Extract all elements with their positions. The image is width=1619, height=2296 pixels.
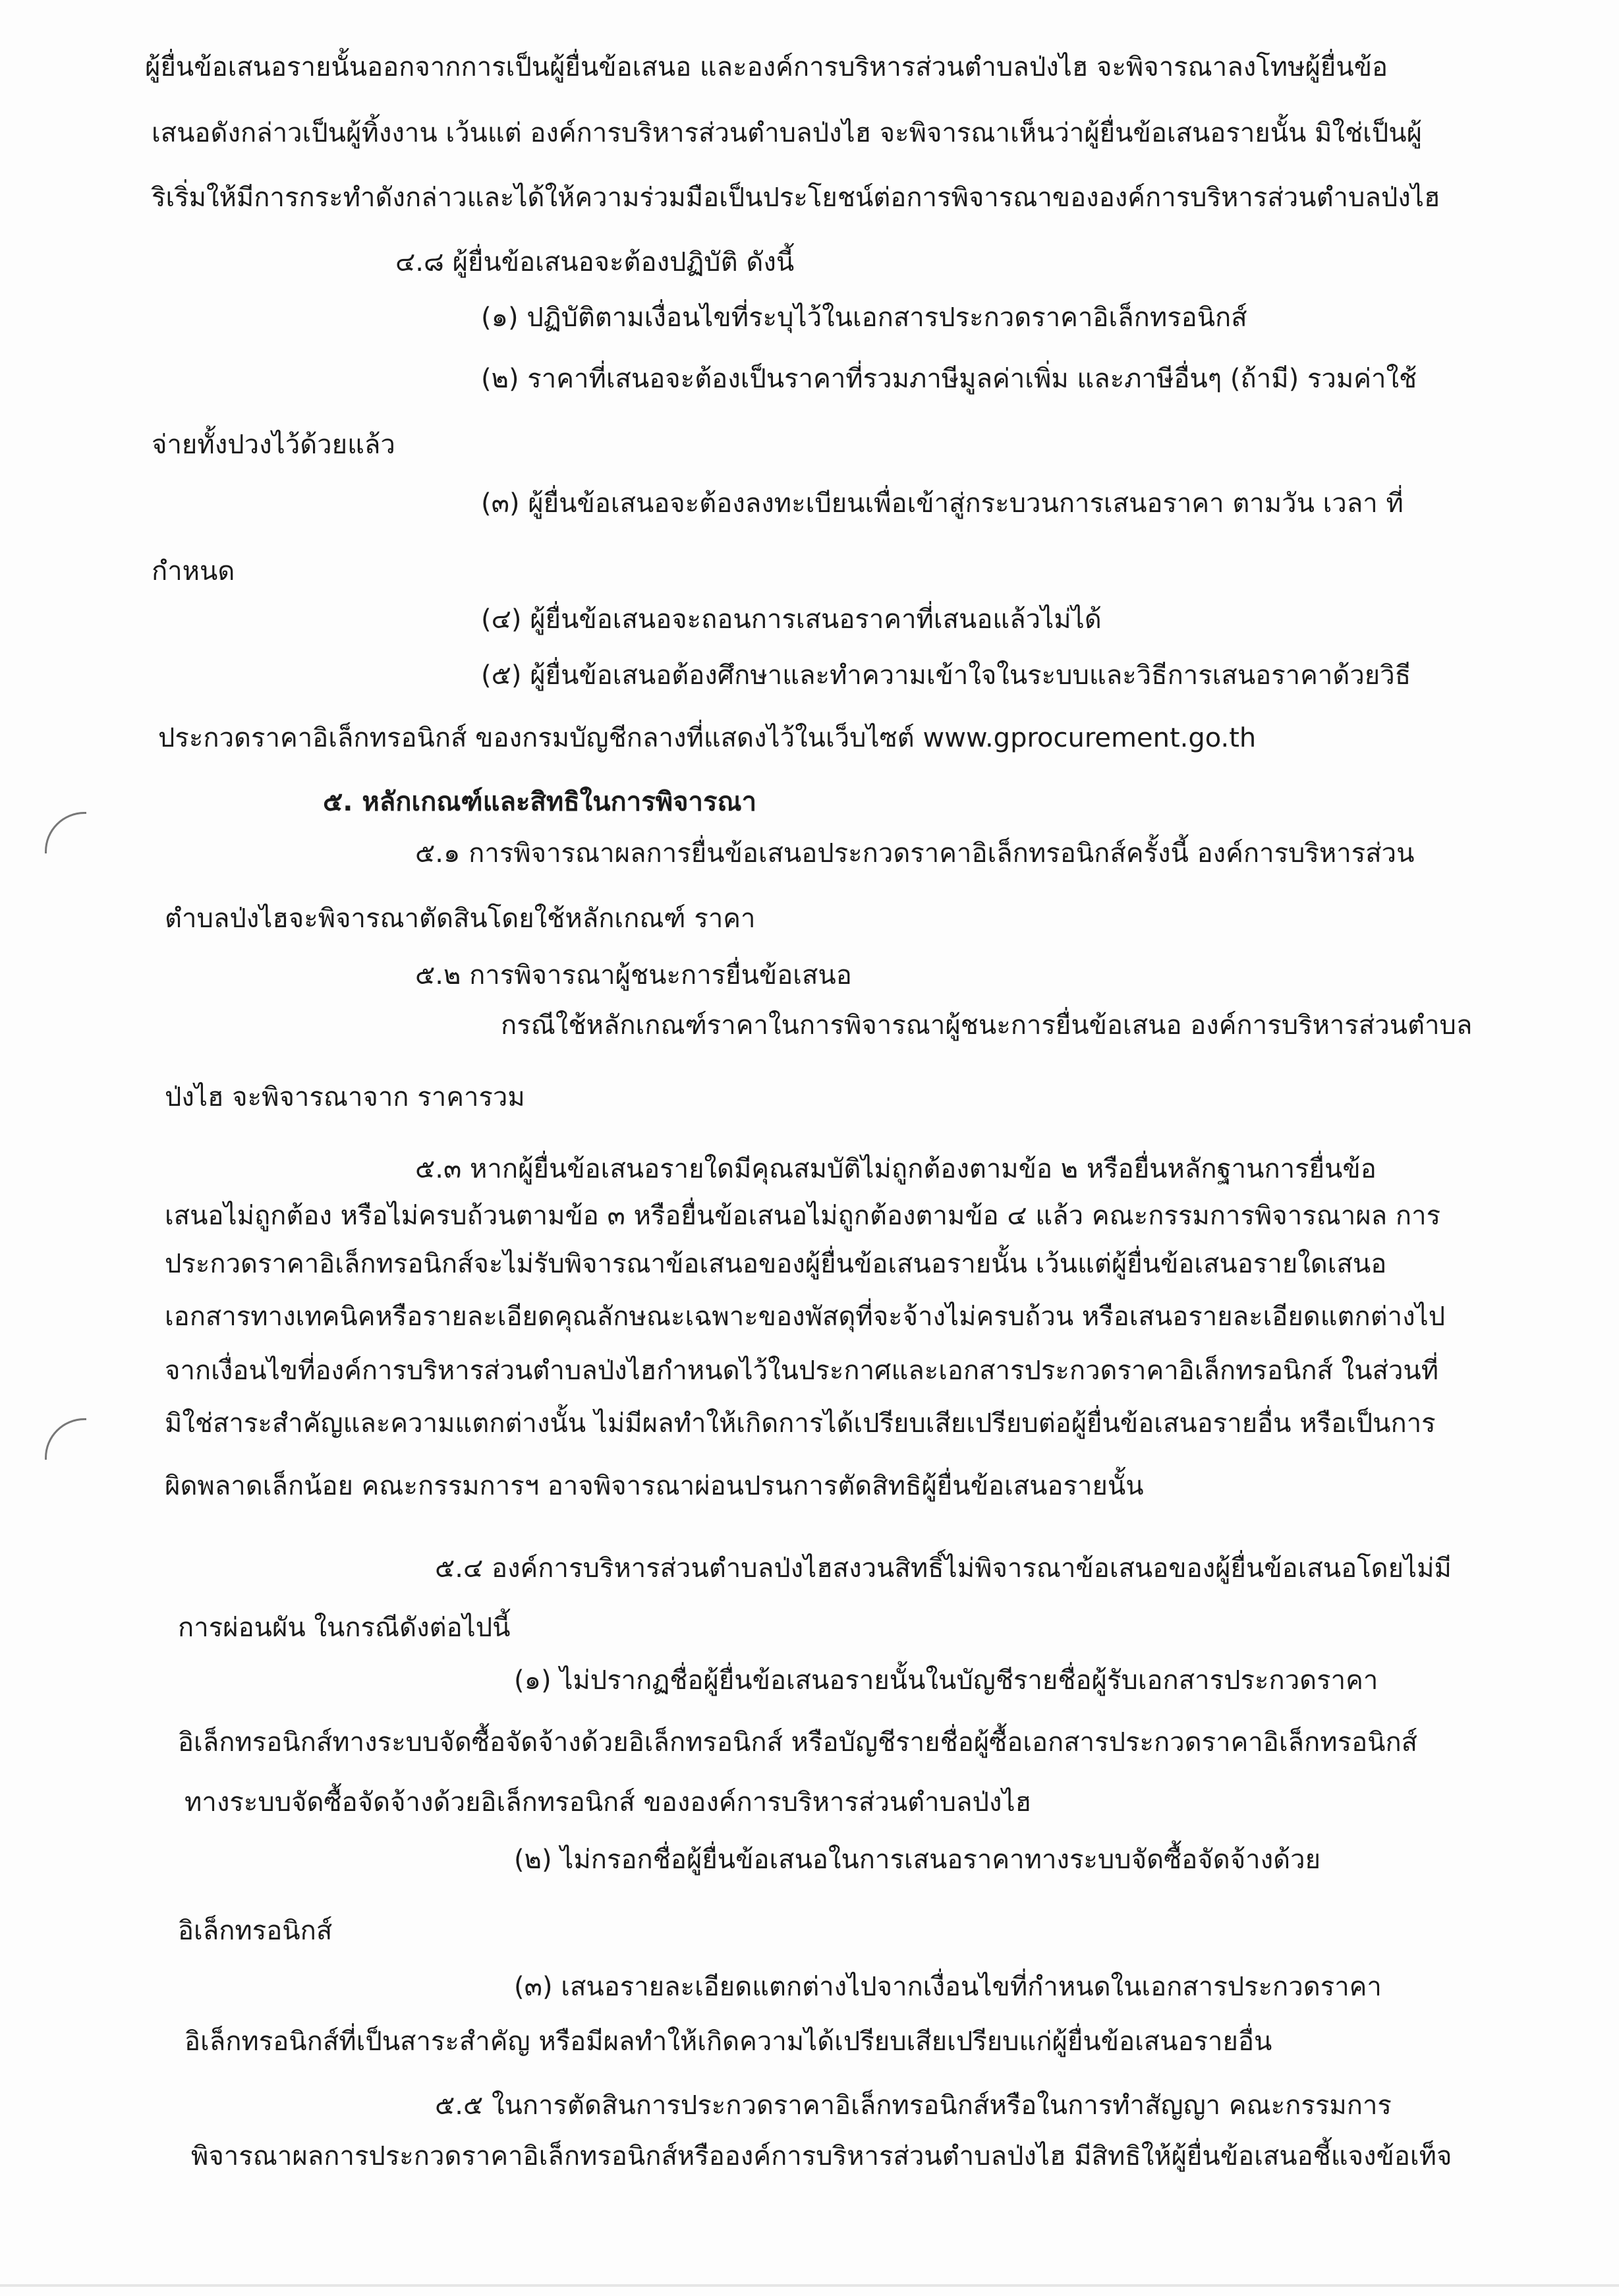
clause-5-2: ๕.๒ การพิจารณาผู้ชนะการยื่นข้อเสนอ xyxy=(415,960,852,990)
clause-5-1: ๕.๑ การพิจารณาผลการยื่นข้อเสนอประกวดราคาอิเล็กทรอนิกส์ครั้งนี้ องค์การบริหารส่วน xyxy=(415,838,1415,869)
text-line: ตำบลป่งไฮจะพิจารณาตัดสินโดยใช้หลักเกณฑ์ ราคา xyxy=(165,904,756,934)
text-line: ป่งไฮ จะพิจารณาจาก ราคารวม xyxy=(165,1082,525,1112)
list-item: (๑) ปฏิบัติตามเงื่อนไขที่ระบุไว้ในเอกสารประกวดราคาอิเล็กทรอนิกส์ xyxy=(481,302,1247,333)
section-heading: ๕. หลักเกณฑ์และสิทธิในการพิจารณา xyxy=(323,787,757,817)
text-line: ผิดพลาดเล็กน้อย คณะกรรมการฯ อาจพิจารณาผ่อนปรนการตัดสิทธิผู้ยื่นข้อเสนอรายนั้น xyxy=(165,1471,1144,1501)
text-line: เสนอดังกล่าวเป็นผู้ทิ้งงาน เว้นแต่ องค์การบริหารส่วนตำบลป่งไฮ จะพิจารณาเห็นว่าผู้ยื่นข้อเสนอรายนั้น มิใช่เป็นผู้ xyxy=(152,118,1423,148)
list-item: (๔) ผู้ยื่นข้อเสนอจะถอนการเสนอราคาที่เสนอแล้วไม่ได้ xyxy=(481,604,1102,635)
text-line: กำหนด xyxy=(152,556,235,587)
text-line: เอกสารทางเทคนิคหรือรายละเอียดคุณลักษณะเฉพาะของพัสดุที่จะจ้างไม่ครบถ้วน หรือเสนอรายละเอียดแตกต่างไป xyxy=(165,1302,1446,1332)
text-line: ประกวดราคาอิเล็กทรอนิกส์ ของกรมบัญชีกลางที่แสดงไว้ในเว็บไซต์ www.gprocurement.go.th xyxy=(158,723,1257,753)
list-item: (๒) ราคาที่เสนอจะต้องเป็นราคาที่รวมภาษีมูลค่าเพิ่ม และภาษีอื่นๆ (ถ้ามี) รวมค่าใช้ xyxy=(481,364,1417,394)
hole-punch-mark-bottom xyxy=(45,1418,86,1460)
text-line: กรณีใช้หลักเกณฑ์ราคาในการพิจารณาผู้ชนะการยื่นข้อเสนอ องค์การบริหารส่วนตำบล xyxy=(501,1010,1473,1041)
clause-5-4: ๕.๔ องค์การบริหารส่วนตำบลป่งไฮสงวนสิทธิ์ไม่พิจารณาข้อเสนอของผู้ยื่นข้อเสนอโดยไม่มี xyxy=(435,1553,1452,1584)
list-item: (๓) เสนอรายละเอียดแตกต่างไปจากเงื่อนไขที่กำหนดในเอกสารประกวดราคา xyxy=(514,1972,1382,2002)
text-line: จ่ายทั้งปวงไว้ด้วยแล้ว xyxy=(152,430,395,460)
hole-punch-mark-top xyxy=(45,812,86,853)
scan-edge xyxy=(0,2284,1619,2287)
text-line: ทางระบบจัดซื้อจัดจ้างด้วยอิเล็กทรอนิกส์ ขององค์การบริหารส่วนตำบลป่งไฮ xyxy=(185,1787,1031,1818)
list-item: (๓) ผู้ยื่นข้อเสนอจะต้องลงทะเบียนเพื่อเข้าสู่กระบวนการเสนอราคา ตามวัน เวลา ที่ xyxy=(481,488,1404,519)
text-line: พิจารณาผลการประกวดราคาอิเล็กทรอนิกส์หรือองค์การบริหารส่วนตำบลป่งไฮ มีสิทธิให้ผู้ยื่นข้อเสนอชี้แจงข้อเท็จ xyxy=(191,2141,1452,2171)
clause-5-5: ๕.๕ ในการตัดสินการประกวดราคาอิเล็กทรอนิกส์หรือในการทำสัญญา คณะกรรมการ xyxy=(435,2090,1392,2121)
text-line: ผู้ยื่นข้อเสนอรายนั้นออกจากการเป็นผู้ยื่นข้อเสนอ และองค์การบริหารส่วนตำบลป่งไฮ จะพิจารณาลงโทษผู้ยื่นข้อ xyxy=(145,52,1388,82)
clause-5-3: ๕.๓ หากผู้ยื่นข้อเสนอรายใดมีคุณสมบัติไม่ถูกต้องตามข้อ ๒ หรือยื่นหลักฐานการยื่นข้อ xyxy=(415,1154,1377,1184)
text-line: อิเล็กทรอนิกส์ที่เป็นสาระสำคัญ หรือมีผลทำให้เกิดความได้เปรียบเสียเปรียบแก่ผู้ยื่นข้อเสนอรายอื่น xyxy=(185,2026,1272,2057)
list-item: (๑) ไม่ปรากฏชื่อผู้ยื่นข้อเสนอรายนั้นในบัญชีรายชื่อผู้รับเอกสารประกวดราคา xyxy=(514,1665,1378,1696)
list-item: (๒) ไม่กรอกชื่อผู้ยื่นข้อเสนอในการเสนอราคาทางระบบจัดซื้อจัดจ้างด้วย xyxy=(514,1845,1321,1875)
text-line: ริเริ่มให้มีการกระทำดังกล่าวและได้ให้ความร่วมมือเป็นประโยชน์ต่อการพิจารณาขององค์การบริหารส่วนตำบลป่งไฮ xyxy=(152,183,1440,213)
text-line: เสนอไม่ถูกต้อง หรือไม่ครบถ้วนตามข้อ ๓ หรือยื่นข้อเสนอไม่ถูกต้องตามข้อ ๔ แล้ว คณะกรรมการพิจารณาผล การ xyxy=(165,1201,1441,1231)
text-line: อิเล็กทรอนิกส์ xyxy=(178,1916,333,1946)
text-line: มิใช่สาระสำคัญและความแตกต่างนั้น ไม่มีผลทำให้เกิดการได้เปรียบเสียเปรียบต่อผู้ยื่นข้อเสนอรายอื่น หรือเป็นการ xyxy=(165,1408,1436,1439)
text-line: ประกวดราคาอิเล็กทรอนิกส์จะไม่รับพิจารณาข้อเสนอของผู้ยื่นข้อเสนอรายนั้น เว้นแต่ผู้ยื่นข้อเสนอรายใดเสนอ xyxy=(165,1249,1387,1279)
text-line: อิเล็กทรอนิกส์ทางระบบจัดซื้อจัดจ้างด้วยอิเล็กทรอนิกส์ หรือบัญชีรายชื่อผู้ซื้อเอกสารประกวดราคาอิเล็กทรอนิกส์ xyxy=(178,1727,1418,1758)
text-line: การผ่อนผัน ในกรณีดังต่อไปนี้ xyxy=(178,1613,511,1643)
text-line: จากเงื่อนไขที่องค์การบริหารส่วนตำบลป่งไฮกำหนดไว้ในประกาศและเอกสารประกวดราคาอิเล็กทรอนิกส์ ในส่วนที่ xyxy=(165,1356,1439,1386)
list-item: (๕) ผู้ยื่นข้อเสนอต้องศึกษาและทำความเข้าใจในระบบและวิธีการเสนอราคาด้วยวิธี xyxy=(481,660,1411,691)
clause-4-8: ๔.๘ ผู้ยื่นข้อเสนอจะต้องปฏิบัติ ดังนี้ xyxy=(395,247,795,277)
